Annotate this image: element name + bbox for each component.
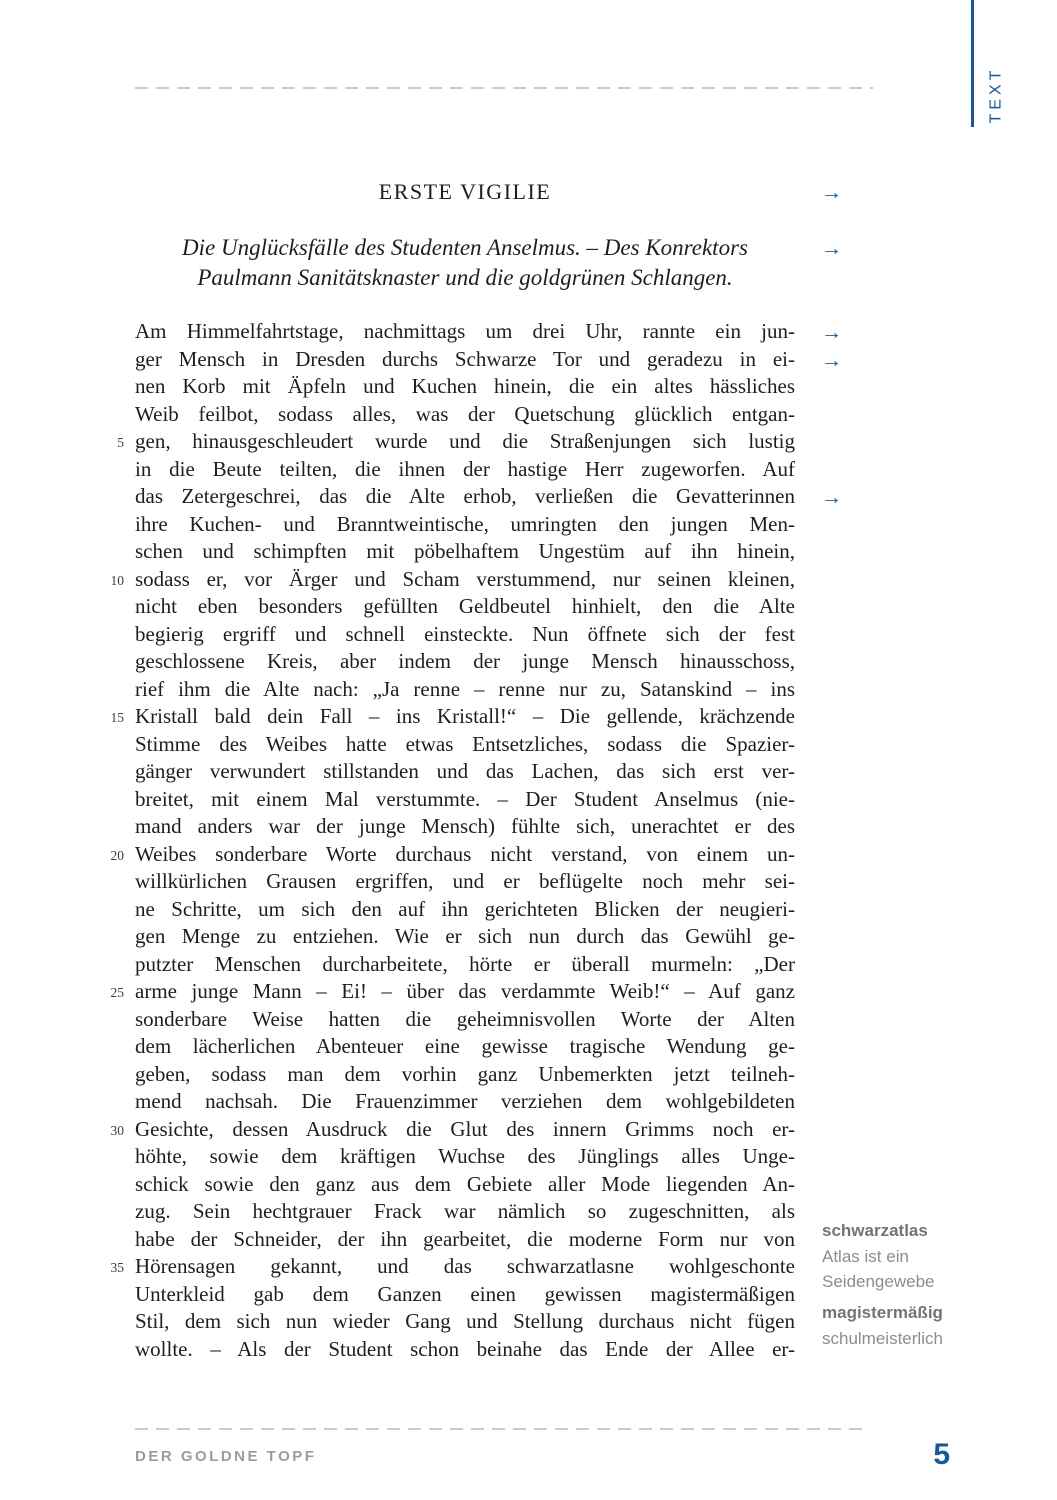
margin-note: [822, 1218, 1032, 1294]
text-line: [135, 786, 795, 814]
text-line: [135, 538, 795, 566]
text-line: [135, 1308, 795, 1336]
text-line-content: in die Beute teilten, die ihnen der hastige Herr zugeworfen. Auf: [135, 456, 795, 481]
text-line-content: putzter Menschen durcharbeitete, hörte er überall murmeln: „Der: [135, 951, 795, 976]
text-line: [135, 731, 795, 759]
text-line-content: gen, hinausgeschleudert wurde und die Straßenjungen sich lustig: [135, 429, 795, 453]
text-line-content: Gesichte, dessen Ausdruck die Glut des innern Grimms noch er-: [135, 1116, 795, 1141]
text-line-content: schen und schimpften mit pöbelhaftem Ungestüm auf ihn hinein,: [135, 539, 795, 563]
text-line-content: mend nachsah. Die Frauenzimmer verziehen dem wohlgebildeten: [135, 1089, 795, 1113]
line-number: 10: [110, 572, 124, 588]
chapter-title: ERSTE VIGILIE: [378, 179, 552, 204]
text-line-content: gänger verwundert stillstanden und das Lachen, das sich erst ver-: [135, 759, 795, 783]
annotation-arrow-icon: →: [821, 321, 842, 344]
text-line: [135, 401, 795, 429]
text-line: [135, 676, 795, 704]
text-line: [135, 346, 842, 374]
text-line: [135, 1281, 795, 1309]
text-line-content: höhte, sowie dem kräftigen Wuchse des Jünglings alles Unge-: [135, 1144, 795, 1168]
chapter-subtitle-line: Paulmann Sanitätsknaster und die goldgrünen Schlangen.: [197, 265, 733, 290]
chapter-subtitle: [135, 233, 795, 293]
text-line-content: nen Korb mit Äpfeln und Kuchen hinein, die ein altes hässliches: [135, 374, 795, 398]
text-line: [135, 1171, 795, 1199]
text-line-content: habe der Schneider, der ihn gearbeitet, die moderne Form nur von: [135, 1226, 795, 1251]
text-line-content: ger Mensch in Dresden durchs Schwarze Tor und geradezu in ei-: [135, 346, 795, 371]
text-line: [135, 1061, 795, 1089]
text-line: [135, 373, 795, 401]
text-line-content: wollte. – Als der Student schon beinahe das Ende der Allee er-: [135, 1336, 795, 1361]
margin-note-term: schwarzatlas: [822, 1221, 928, 1240]
annotation-arrow-icon: →: [821, 348, 842, 372]
book-title-footer: DER GOLDNE TOPF: [135, 1448, 317, 1465]
page-number: 5: [933, 1438, 950, 1471]
text-line-content: das Zetergeschrei, das die Alte erhob, verließen die Gevatterinnen: [135, 484, 795, 508]
top-divider: [135, 87, 873, 89]
margin-note-definition: schulmeisterlich: [822, 1329, 943, 1348]
text-line-content: schick sowie den ganz aus dem Gebiete aller Mode liegenden An-: [135, 1171, 795, 1196]
text-line: [135, 1226, 795, 1254]
text-line-content: Am Himmelfahrtstage, nachmittags um drei Uhr, rannte ein jun-: [135, 319, 795, 343]
text-line: [135, 1143, 795, 1171]
text-line: [135, 1198, 795, 1226]
text-line-content: Stil, dem sich nun wieder Gang und Stellung durchaus nicht fügen: [135, 1309, 795, 1333]
chapter-subtitle-line: Die Unglücksfälle des Studenten Anselmus. – Des Konrektors: [182, 235, 748, 260]
title-annotation-arrow-icon: →: [821, 181, 842, 204]
text-line: [117, 428, 795, 456]
text-line: [135, 318, 842, 346]
text-tab: [974, 58, 1018, 132]
text-line-content: breitet, mit einem Mal verstummte. – Der Student Anselmus (nie-: [135, 786, 795, 811]
text-line: [135, 1336, 795, 1364]
text-line: [135, 483, 842, 511]
text-line: [135, 648, 795, 676]
text-line-content: dem lächerlichen Abenteuer eine gewisse tragische Wendung ge-: [135, 1034, 795, 1058]
text-line: [110, 841, 795, 869]
text-line-content: begierig ergriff und schnell einsteckte. Nun öffnete sich der fest: [135, 621, 795, 646]
text-line: [135, 593, 795, 621]
text-line-content: arme junge Mann – Ei! – über das verdammte Weib!“ – Auf ganz: [135, 979, 795, 1003]
subtitle-annotation-arrow-icon: →: [821, 237, 842, 260]
text-line-content: ne Schritte, um sich den auf ihn gerichteten Blicken der neugieri-: [135, 896, 795, 921]
text-line-content: Weibes sonderbare Worte durchaus nicht verstand, von einem un-: [135, 841, 795, 866]
text-line: [135, 1006, 795, 1034]
text-line: [110, 1116, 795, 1144]
text-line-content: mand anders war der junge Mensch) fühlte sich, unerachtet er des: [135, 814, 795, 838]
text-line-content: sonderbare Weise hatten die geheimnisvollen Worte der Alten: [135, 1006, 795, 1031]
text-line-content: geben, sodass man dem vorhin ganz Unbemerkten jetzt teilneh-: [135, 1061, 795, 1086]
text-line: [135, 951, 795, 979]
text-line-content: Unterkleid gab dem Ganzen einen gewissen magistermäßigen: [135, 1281, 795, 1306]
text-line-content: geschlossene Kreis, aber indem der junge Mensch hinausschoss,: [135, 649, 795, 673]
text-line-content: gen Menge zu entziehen. Wie er sich nun durch das Gewühl ge-: [135, 924, 795, 948]
text-line-content: rief ihm die Alte nach: „Ja renne – renne nur zu, Satanskind – ins: [135, 676, 795, 701]
line-number: 5: [117, 435, 124, 450]
text-line: [135, 1033, 795, 1061]
text-line: [135, 813, 795, 841]
text-line: [135, 621, 795, 649]
text-line: [135, 1088, 795, 1116]
text-line: [110, 1253, 795, 1281]
text-line: [135, 456, 795, 484]
text-line-content: sodass er, vor Ärger und Scham verstummend, nur seinen kleinen,: [135, 566, 795, 591]
line-number: 15: [110, 710, 124, 725]
line-number: 25: [110, 985, 124, 1000]
annotation-arrow-icon: →: [821, 486, 842, 509]
text-line-content: nicht eben besonders gefüllten Geldbeutel hinhielt, den die Alte: [135, 594, 795, 618]
body-text: [110, 318, 842, 1364]
text-line-content: Weib feilbot, sodass alles, was der Quetschung glücklich entgan-: [135, 401, 795, 426]
text-line-content: Hörensagen gekannt, und das schwarzatlasne wohlgeschonte: [135, 1254, 795, 1278]
text-line-content: zug. Sein hechtgrauer Frack war nämlich so zugeschnitten, als: [135, 1199, 795, 1223]
text-line-content: willkürlichen Grausen ergriffen, und er beflügelte noch mehr sei-: [135, 869, 795, 893]
text-line: [110, 566, 795, 594]
margin-note-term: magistermäßig: [822, 1303, 943, 1322]
text-line: [135, 511, 795, 539]
text-line-content: Stimme des Weibes hatte etwas Entsetzliches, sodass die Spazier-: [135, 731, 795, 756]
margin-note: [822, 1300, 1032, 1351]
text-tab-label: TEXT: [987, 66, 1005, 124]
text-line-content: ihre Kuchen- und Branntweintische, umringten den jungen Men-: [135, 511, 795, 536]
text-line: [110, 978, 795, 1006]
text-line: [135, 896, 795, 924]
text-line: [110, 703, 795, 731]
text-line: [135, 868, 795, 896]
line-number: 20: [110, 847, 124, 863]
line-number: 30: [110, 1122, 124, 1138]
text-line: [135, 923, 795, 951]
margin-note-definition: Atlas ist ein: [822, 1247, 909, 1266]
text-line: [135, 758, 795, 786]
text-line-content: Kristall bald dein Fall – ins Kristall!“ – Die gellende, krächzende: [135, 704, 795, 728]
margin-notes: [822, 1218, 1032, 1357]
line-number: 35: [110, 1260, 124, 1275]
margin-note-definition: Seidengewebe: [822, 1272, 935, 1291]
bottom-divider: [135, 1428, 870, 1430]
